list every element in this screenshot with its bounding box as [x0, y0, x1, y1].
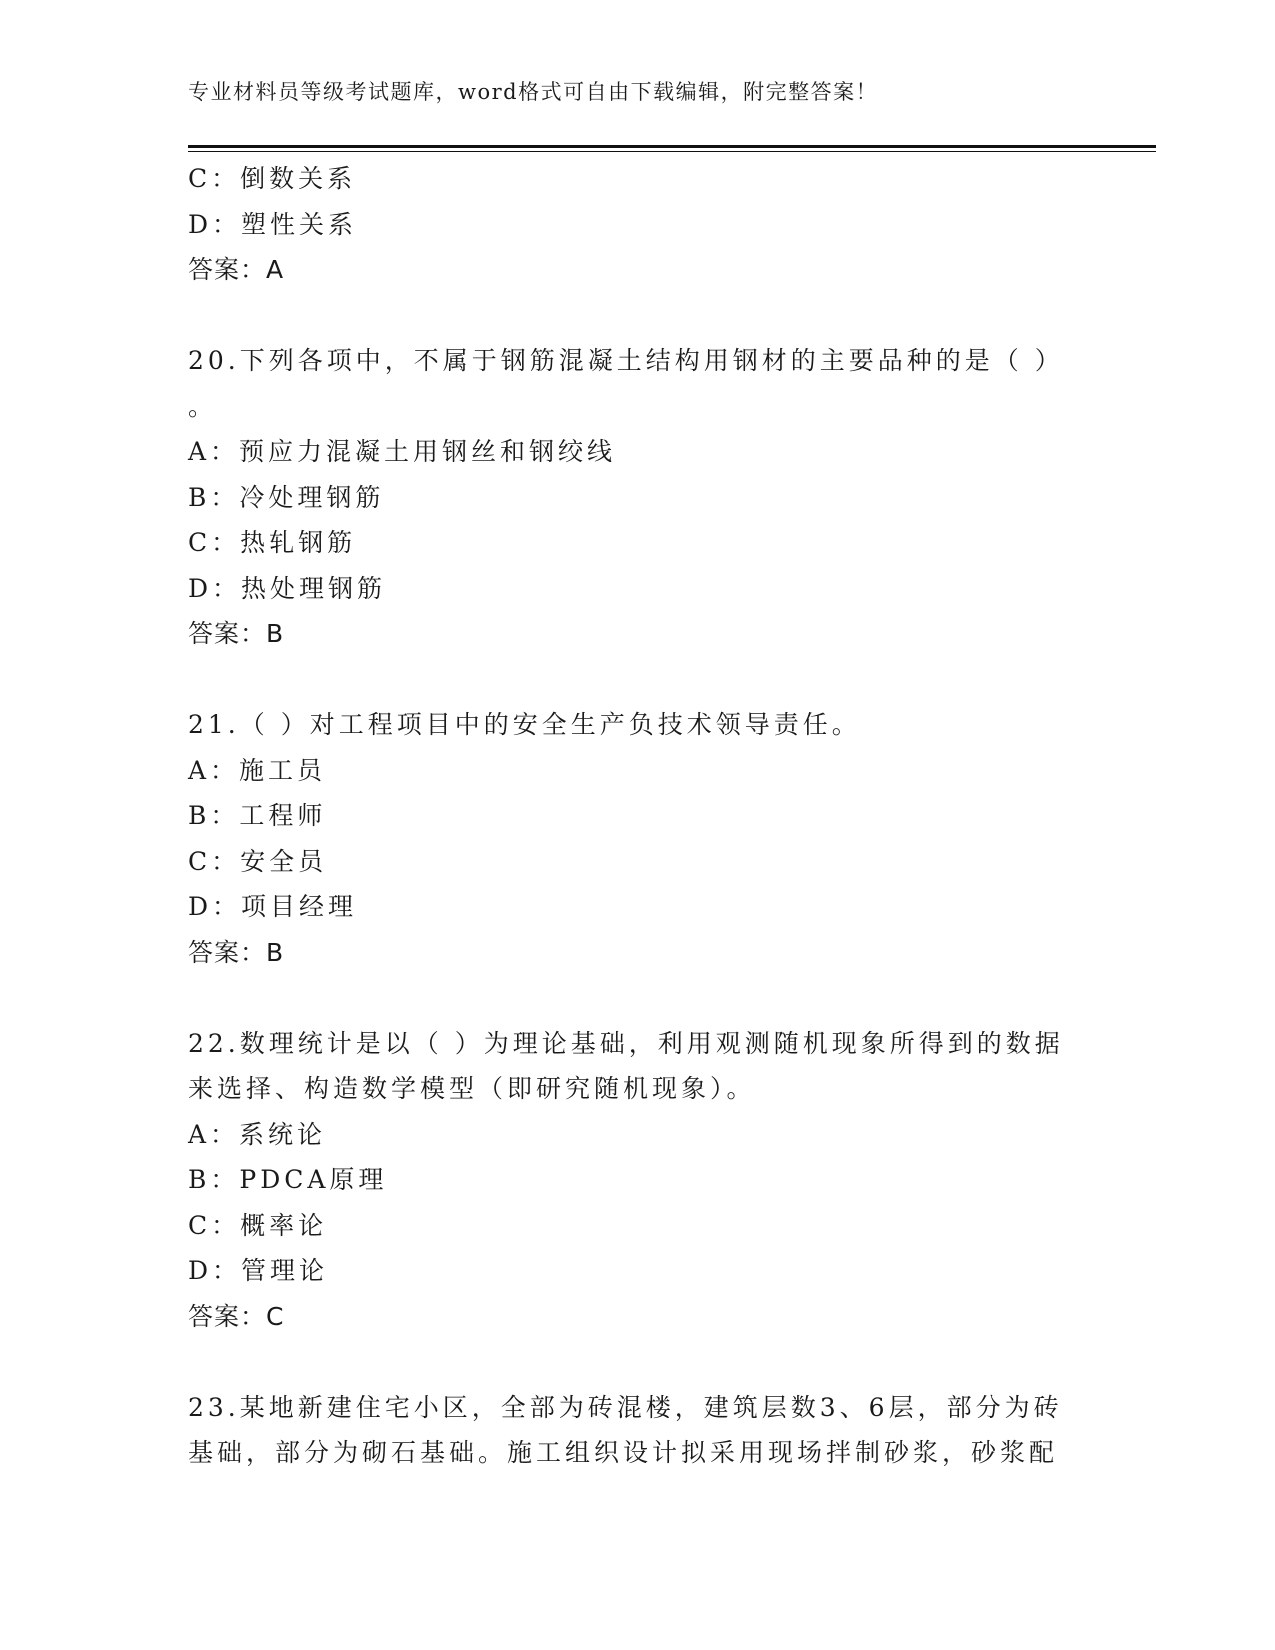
- option-c: C：热轧钢筋: [188, 528, 357, 557]
- spacer: [188, 1339, 1068, 1385]
- option-b: B：PDCA原理: [188, 1165, 388, 1194]
- answer: 答案：A: [188, 255, 285, 284]
- option-a: A：预应力混凝土用钢丝和钢绞线: [188, 437, 617, 466]
- question-content: [188, 156, 1068, 1476]
- header-rule-thick: [188, 145, 1156, 148]
- spacer: [188, 657, 1068, 703]
- option-d: D：塑性关系: [188, 209, 358, 239]
- page-header: 专业材料员等级考试题库，word格式可自由下载编辑，附完整答案！: [188, 80, 879, 104]
- option-a: A：施工员: [188, 755, 327, 785]
- stem-line: 21.（ ）对工程项目中的安全生产负技术领导责任。: [188, 710, 861, 739]
- continued-question: [188, 156, 1068, 293]
- stem-line: 22.数理统计是以（ ）为理论基础，利用观测随机现象所得到的数据: [188, 1028, 1064, 1058]
- question-stem: [188, 1021, 1068, 1112]
- question-21: [188, 702, 1068, 975]
- question-stem: [188, 338, 1068, 429]
- spacer: [188, 975, 1068, 1021]
- header-rule-thin: [188, 151, 1156, 152]
- option-d: D：热处理钢筋: [188, 573, 387, 603]
- question-stem: [188, 1385, 1068, 1476]
- question-20: [188, 338, 1068, 657]
- option-d: D：项目经理: [188, 892, 358, 921]
- option-c: C：安全员: [188, 846, 328, 876]
- option-c: C：倒数关系: [188, 164, 357, 193]
- option-b: B：工程师: [188, 801, 327, 830]
- option-c: C：概率论: [188, 1210, 328, 1240]
- stem-line: 23.某地新建住宅小区，全部为砖混楼，建筑层数3、6层，部分为砖: [188, 1392, 1063, 1422]
- answer: 答案：C: [188, 1301, 285, 1331]
- option-d: D：管理论: [188, 1256, 329, 1285]
- stem-line: 来选择、构造数学模型（即研究随机现象）。: [188, 1074, 756, 1103]
- stem-line: 。: [188, 391, 218, 421]
- stem-line: 20.下列各项中，不属于钢筋混凝土结构用钢材的主要品种的是（ ）: [188, 346, 1064, 375]
- answer: 答案：B: [188, 619, 285, 648]
- answer: 答案：B: [188, 937, 285, 967]
- spacer: [188, 293, 1068, 339]
- question-23: [188, 1385, 1068, 1476]
- question-22: [188, 1021, 1068, 1340]
- question-stem: [188, 702, 1068, 748]
- option-b: B：冷处理钢筋: [188, 482, 385, 512]
- stem-line: 基础，部分为砌石基础。施工组织设计拟采用现场拌制砂浆，砂浆配: [188, 1438, 1059, 1467]
- option-a: A：系统论: [188, 1119, 327, 1149]
